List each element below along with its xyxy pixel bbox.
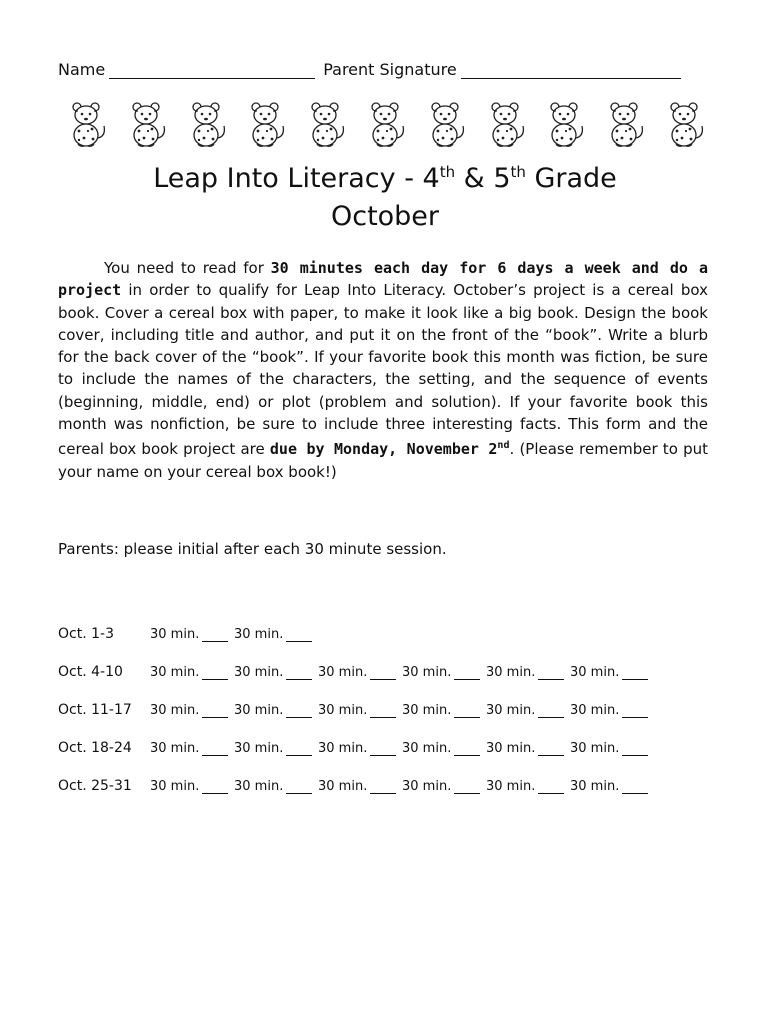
session-slot [150, 627, 234, 642]
session-slot [570, 703, 654, 718]
session-slot [570, 741, 654, 756]
leopard-icon [483, 100, 527, 148]
session-slot [318, 703, 402, 718]
initial-blank[interactable] [286, 629, 312, 642]
session-slot [234, 627, 318, 642]
initial-blank[interactable] [286, 705, 312, 718]
session-slot [318, 665, 402, 680]
session-label: 30 min. [486, 703, 536, 718]
session-slot [570, 665, 654, 680]
page-title [0, 153, 770, 236]
log-date-range: Oct. 25-31 [58, 778, 132, 794]
leopard-icon [363, 100, 407, 148]
initial-blank[interactable] [538, 743, 564, 756]
session-label: 30 min. [234, 665, 284, 680]
session-slot [486, 665, 570, 680]
session-label: 30 min. [402, 665, 452, 680]
session-label: 30 min. [402, 741, 452, 756]
log-date-range: Oct. 11-17 [58, 702, 132, 718]
initial-blank[interactable] [454, 667, 480, 680]
title-line-1: Leap Into Literacy - 4th & 5th Grade [153, 163, 617, 194]
initial-blank[interactable] [202, 705, 228, 718]
session-slot [150, 665, 234, 680]
log-row [58, 736, 654, 756]
session-label: 30 min. [234, 741, 284, 756]
log-date-range: Oct. 4-10 [58, 664, 123, 680]
initial-blank[interactable] [370, 781, 396, 794]
initial-blank[interactable] [454, 781, 480, 794]
leopard-icon [64, 100, 108, 148]
session-slot [402, 665, 486, 680]
due-date-text: due by Monday, November 2nd [269, 440, 510, 459]
session-slot [570, 779, 654, 794]
initial-blank[interactable] [538, 781, 564, 794]
session-label: 30 min. [570, 779, 620, 794]
session-label: 30 min. [402, 779, 452, 794]
title-line-2: October [330, 201, 440, 232]
parent-signature-field[interactable] [461, 60, 681, 79]
log-row [58, 774, 654, 794]
instructions-paragraph: You need to read for 30 minutes each day for 6 days a week and do a project in order to qualify for Leap Into Literacy. October’s project is a cereal box book. Cover a cereal box with paper, to make it look like a big book. Design the book cover, including title and author, and put it on the front of the “book”. Write a blurb for the back cover of the “book”. If your favorite book this month was fiction, be sure to include the names of the characters, the setting, and the sequence of events (beginning, middle, end) or plot (problem and solution). If your favorite book this month was nonfiction, be sure to include three interesting facts. This form and the cereal box book project are due by Monday, November 2nd. (Please remember to put your name on your cereal box book!) [58, 259, 708, 481]
initial-blank[interactable] [622, 743, 648, 756]
leopard-icon [243, 100, 287, 148]
leopard-icon [423, 100, 467, 148]
leopard-icon [602, 100, 646, 148]
initial-blank[interactable] [538, 705, 564, 718]
initial-blank[interactable] [622, 705, 648, 718]
leopard-icon [662, 100, 706, 148]
session-label: 30 min. [318, 779, 368, 794]
parents-note: Parents: please initial after each 30 minute session. [58, 540, 447, 558]
session-label: 30 min. [318, 703, 368, 718]
session-label: 30 min. [150, 779, 200, 794]
initial-blank[interactable] [286, 743, 312, 756]
initial-blank[interactable] [370, 743, 396, 756]
initial-blank[interactable] [286, 781, 312, 794]
initial-blank[interactable] [202, 667, 228, 680]
log-date-range: Oct. 18-24 [58, 740, 132, 756]
session-label: 30 min. [402, 703, 452, 718]
session-slot [486, 703, 570, 718]
session-label: 30 min. [150, 665, 200, 680]
initial-blank[interactable] [370, 705, 396, 718]
mascot-border [64, 100, 706, 148]
initial-blank[interactable] [286, 667, 312, 680]
session-label: 30 min. [486, 665, 536, 680]
session-slot [318, 779, 402, 794]
session-label: 30 min. [150, 627, 200, 642]
session-label: 30 min. [318, 665, 368, 680]
log-row [58, 660, 654, 680]
session-slot [150, 741, 234, 756]
initial-blank[interactable] [538, 667, 564, 680]
session-label: 30 min. [150, 741, 200, 756]
session-slot [234, 665, 318, 680]
log-date-range: Oct. 1-3 [58, 626, 114, 642]
session-slot [234, 703, 318, 718]
session-label: 30 min. [570, 741, 620, 756]
initial-blank[interactable] [454, 743, 480, 756]
session-slot [318, 741, 402, 756]
session-label: 30 min. [150, 703, 200, 718]
leopard-icon [303, 100, 347, 148]
session-label: 30 min. [234, 779, 284, 794]
session-label: 30 min. [486, 741, 536, 756]
name-label: Name [58, 60, 106, 79]
session-slot [486, 741, 570, 756]
session-slot [402, 779, 486, 794]
session-slot [402, 703, 486, 718]
session-slot [234, 741, 318, 756]
session-slot [150, 703, 234, 718]
initial-blank[interactable] [370, 667, 396, 680]
session-slot [402, 741, 486, 756]
leopard-icon [542, 100, 586, 148]
initial-blank[interactable] [622, 667, 648, 680]
session-slot [234, 779, 318, 794]
initial-blank[interactable] [202, 629, 228, 642]
leopard-icon [184, 100, 228, 148]
name-field[interactable] [109, 60, 315, 79]
initial-blank[interactable] [622, 781, 648, 794]
session-label: 30 min. [570, 665, 620, 680]
session-label: 30 min. [570, 703, 620, 718]
initial-blank[interactable] [454, 705, 480, 718]
requirement-text: 30 minutes each day for 6 days a week and do a project [58, 259, 708, 300]
session-label: 30 min. [234, 627, 284, 642]
session-label: 30 min. [486, 779, 536, 794]
parent-signature-label: Parent Signature [323, 60, 457, 79]
session-slot [486, 779, 570, 794]
leopard-icon [124, 100, 168, 148]
session-slot [150, 779, 234, 794]
initial-blank[interactable] [202, 743, 228, 756]
signature-row [58, 60, 708, 79]
initial-blank[interactable] [202, 781, 228, 794]
log-row [58, 698, 654, 718]
log-row [58, 622, 318, 642]
session-label: 30 min. [234, 703, 284, 718]
session-label: 30 min. [318, 741, 368, 756]
